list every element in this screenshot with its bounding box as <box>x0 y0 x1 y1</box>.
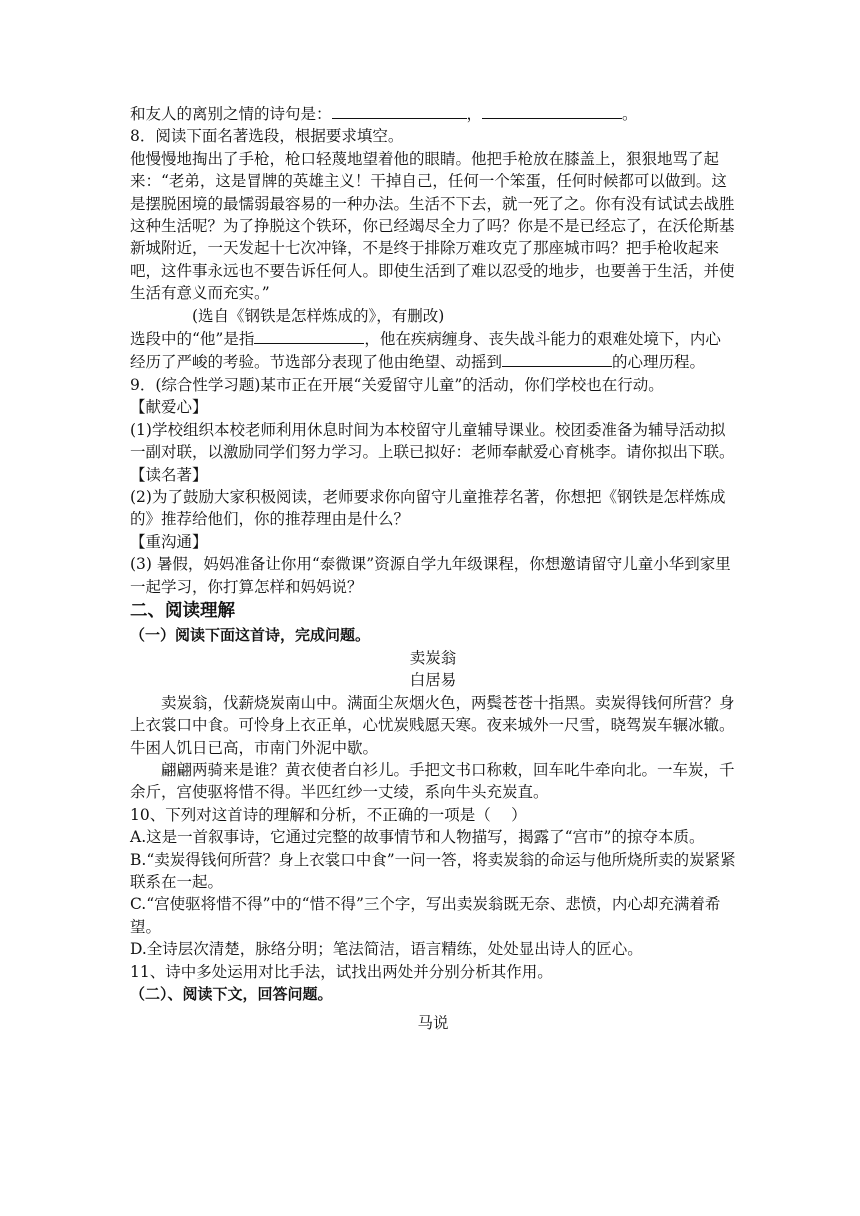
q9-heading: 9．(综合性学习题)某市正在开展“关爱留守儿童”的活动，你们学校也在行动。 <box>130 375 664 394</box>
answer-blank[interactable] <box>482 102 622 119</box>
q7-tail-line <box>130 102 736 125</box>
q8-source: (选自《钢铁是怎样炼成的》，有删改) <box>192 306 445 325</box>
q7-comma: ， <box>466 105 483 123</box>
q10-option-a: A.这是一首叙事诗，它通过完整的故事情节和人物描写，揭露了“宫市”的掠夺本质。 <box>130 828 705 847</box>
part2-subtitle: （一）阅读下面这首诗，完成问题。 <box>130 625 371 644</box>
answer-blank[interactable] <box>502 350 612 367</box>
q8-passage: 他慢慢地掏出了手枪，枪口轻蔑地望着他的眼睛。他把手枪放在膝盖上，狠狠地骂了起来：“老弟，这是冒牌的英雄主义！干掉自己，任何一个笨蛋，任何时候都可以做到。这是摆脱困境的最懦弱最容易的一种办法。生活不下去，就一死了之。你有没有试试去战胜这种生活呢？为了挣脱这个铁环，你已经竭尽全力了吗？你是不是已经忘了，在沃伦斯基新城附近，一天发起十七次冲锋，不是终于排除万难攻克了那座城市吗？把手枪收起来吧，这件事永远也不要告诉任何人。即使生活到了难以忍受的地步，也要善于生活，并使生活有意义而充实。” <box>130 149 735 303</box>
q9-question: (2)为了鼓励大家积极阅读，老师要求你向留守儿童推荐名著，你想把《钢铁是怎样炼成的》推荐给他们，你的推荐理由是什么？ <box>130 487 726 529</box>
answer-blank[interactable] <box>332 102 467 119</box>
document-page <box>130 102 736 1034</box>
part2-title: 二、阅读理解 <box>130 600 235 621</box>
q8-fill-c: 的心理历程。 <box>612 353 706 372</box>
q10-heading: 10、下列对这首诗的理解和分析，不正确的一项是（ ） <box>130 805 527 824</box>
q7-tail-prefix: 和友人的离别之情的诗句是： <box>130 105 332 123</box>
q7-period: 。 <box>622 105 638 123</box>
poem-title: 卖炭翁 <box>409 648 457 667</box>
q10-option-c: C.“宫使驱将惜不得”中的“惜不得”三个字，写出卖炭翁既无奈、悲愤，内心却充满着希望。 <box>130 895 721 936</box>
q9-question: (3) 暑假，妈妈准备让你用“泰微课”资源自学九年级课程，你想邀请留守儿童小华到家里一起学习，你打算怎样和妈妈说？ <box>130 555 731 596</box>
q8-fill-a: 选段中的“他”是指 <box>130 330 255 349</box>
q9-section-title: 【献爱心】 <box>130 398 208 417</box>
answer-blank[interactable] <box>254 327 364 344</box>
q8-fill-question <box>130 327 736 374</box>
poem-author: 白居易 <box>409 671 457 690</box>
next-passage-title: 马说 <box>417 1014 449 1033</box>
poem-stanza: 翩翩两骑来是谁？黄衣使者白衫儿。手把文书口称敕，回车叱牛牵向北。一车炭，千余斤，宫使驱将惜不得。半匹红纱一丈绫，系向牛头充炭直。 <box>130 760 735 802</box>
q9-section-title: 【读名著】 <box>130 465 208 484</box>
q9-question: (1)学校组织本校老师利用休息时间为本校留守儿童辅导课业。校团委准备为辅导活动拟一副对联，以激励同学们努力学习。上联已拟好：老师奉献爱心育桃李。请你拟出下联。 <box>130 420 735 462</box>
q10-option-d: D.全诗层次清楚，脉络分明；笔法简洁，语言精练，处处显出诗人的匠心。 <box>130 940 643 959</box>
q8-heading: 8．阅读下面名著选段，根据要求填空。 <box>130 127 404 146</box>
q10-option-b: B.“卖炭得钱何所营？身上衣裳口中食”一问一答，将卖炭翁的命运与他所烧所卖的炭紧紧联系在一起。 <box>130 850 736 891</box>
q11-heading: 11、诗中多处运用对比手法，试找出两处并分别分析其作用。 <box>130 962 553 981</box>
q9-section-title: 【重沟通】 <box>130 532 208 551</box>
q8-fill-b: ，他在疾病缠身、丧失战斗能力的艰难处境下，内心经历了严峻的考验。节选部分表现了他由绝望、动摇到 <box>130 330 721 372</box>
part2-subtitle-2: （二）、阅读下文，回答问题。 <box>130 985 333 1004</box>
poem-stanza: 卖炭翁，伐薪烧炭南山中。满面尘灰烟火色，两鬓苍苍十指黑。卖炭得钱何所营？身上衣裳口中食。可怜身上衣正单，心忧炭贱愿天寒。夜来城外一尺雪，晓驾炭车辗冰辙。牛困人饥日已高，市南门外泥中歇。 <box>130 693 735 757</box>
